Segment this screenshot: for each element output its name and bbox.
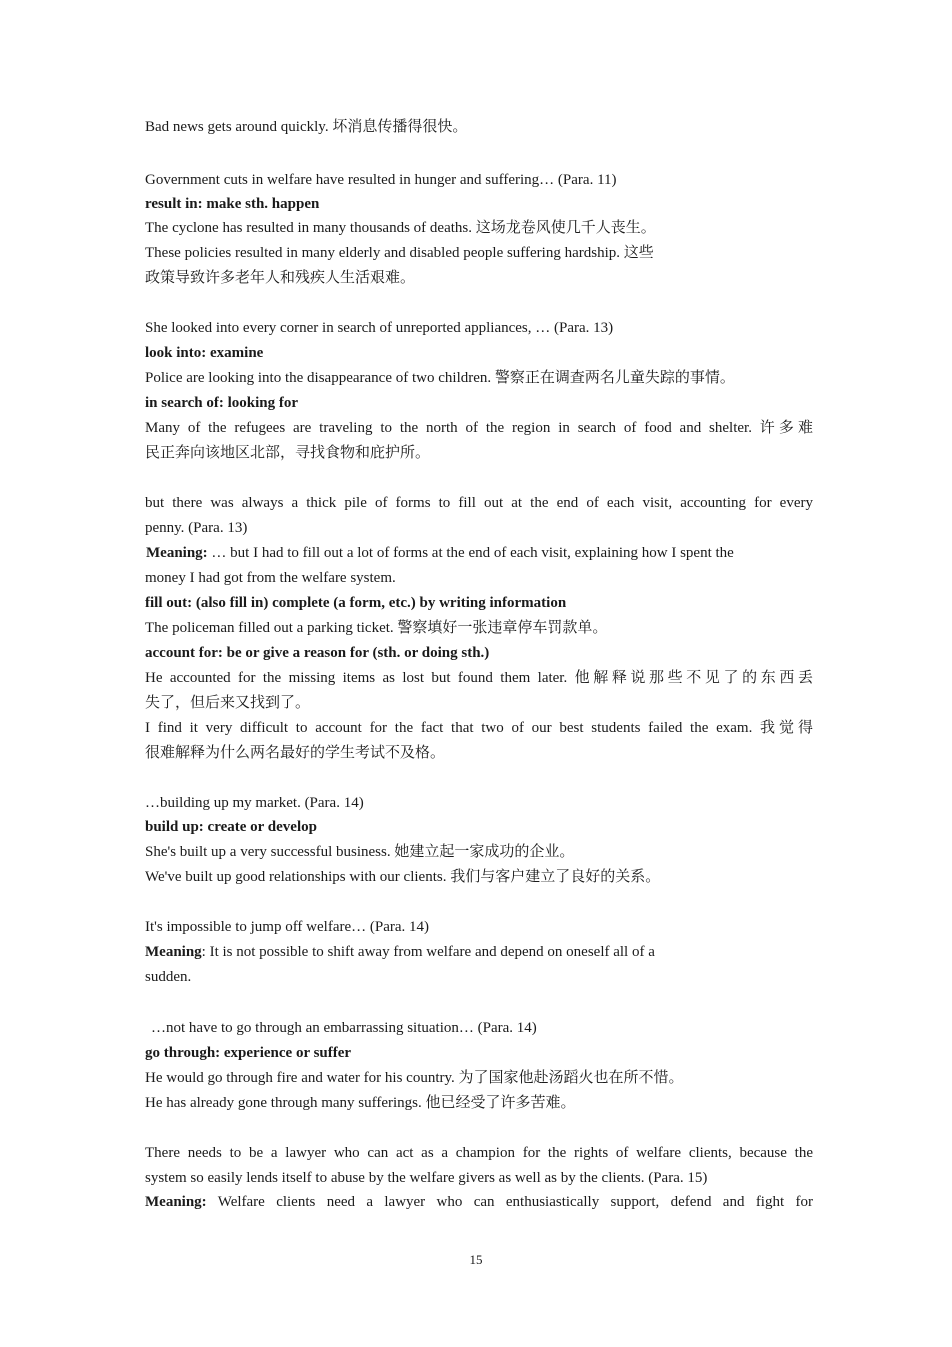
meaning-line: money I had got from the welfare system. — [145, 570, 396, 586]
phrase-definition: result in: make sth. happen — [145, 196, 320, 212]
example-sentence: He accounted for the missing items as lost but found them later. 他解释说那些不见了的东西丢 — [145, 670, 813, 686]
quote-line: …building up my market. (Para. 14) — [145, 795, 364, 811]
quote-line: Government cuts in welfare have resulted in hunger and suffering… (Para. 11) — [145, 172, 617, 188]
example-sentence: He would go through fire and water for his country. 为了国家他赴汤蹈火也在所不惜。 — [145, 1070, 684, 1086]
quote-line: penny. (Para. 13) — [145, 520, 248, 536]
meaning-text: … but I had to fill out a lot of forms at the end of each visit, explaining how I spent the — [207, 545, 734, 561]
page-number: 15 — [469, 1252, 483, 1267]
meaning-label: Meaning: — [145, 1194, 207, 1210]
example-translation: 很难解释为什么两名最好的学生考试不及格。 — [145, 745, 446, 761]
quote-line: There needs to be a lawyer who can act as a champion for the rights of welfare clients, because the — [145, 1145, 813, 1161]
example-sentence: He has already gone through many sufferings. 他已经受了许多苦难。 — [145, 1095, 576, 1111]
example-sentence: She's built up a very successful business. 她建立起一家成功的企业。 — [145, 844, 575, 860]
quote-line: It's impossible to jump off welfare… (Para. 14) — [145, 919, 430, 935]
meaning-line — [145, 940, 813, 965]
phrase-definition: in search of: looking for — [145, 395, 299, 411]
text-line: Bad news gets around quickly. 坏消息传播得很快。 — [145, 119, 468, 135]
quote-line: but there was always a thick pile of forms to fill out at the end of each visit, accounting for every — [145, 495, 813, 511]
meaning-line — [146, 541, 814, 566]
meaning-label: Meaning — [145, 944, 202, 960]
example-translation: 政策导致许多老年人和残疾人生活艰难。 — [145, 270, 416, 286]
meaning-line: sudden. — [145, 969, 192, 985]
phrase-definition: fill out: (also fill in) complete (a form, etc.) by writing information — [145, 595, 567, 611]
meaning-line — [145, 1190, 813, 1215]
quote-line: She looked into every corner in search of unreported appliances, … (Para. 13) — [145, 320, 614, 336]
phrase-definition: go through: experience or suffer — [145, 1045, 352, 1061]
example-sentence: The cyclone has resulted in many thousands of deaths. 这场龙卷风使几千人丧生。 — [145, 220, 656, 236]
example-sentence: We've built up good relationships with our clients. 我们与客户建立了良好的关系。 — [145, 869, 661, 885]
example-sentence: I find it very difficult to account for the fact that two of our best students failed the exam. 我觉得 — [145, 720, 813, 736]
meaning-text: Welfare clients need a lawyer who can enthusiastically support, defend and fight for — [206, 1194, 813, 1210]
quote-line: system so easily lends itself to abuse by the welfare givers as well as by the clients. (Para. 15) — [145, 1170, 708, 1186]
example-sentence: Many of the refugees are traveling to the north of the region in search of food and shelter. 许多难 — [145, 420, 813, 436]
example-translation: 失了，但后来又找到了。 — [145, 695, 311, 711]
example-sentence: These policies resulted in many elderly and disabled people suffering hardship. 这些 — [145, 245, 654, 261]
example-translation: 民正奔向该地区北部，寻找食物和庇护所。 — [145, 445, 431, 461]
meaning-label: Meaning: — [146, 545, 208, 561]
example-sentence: Police are looking into the disappearance of two children. 警察正在调查两名儿童失踪的事情。 — [145, 370, 735, 386]
phrase-definition: build up: create or develop — [145, 819, 317, 835]
phrase-definition: look into: examine — [145, 345, 264, 361]
quote-line: …not have to go through an embarrassing situation… (Para. 14) — [151, 1020, 537, 1036]
example-sentence: The policeman filled out a parking ticket. 警察填好一张违章停车罚款单。 — [145, 620, 608, 636]
meaning-text: : It is not possible to shift away from welfare and depend on oneself all of a — [201, 944, 655, 960]
phrase-definition: account for: be or give a reason for (sth. or doing sth.) — [145, 645, 490, 661]
